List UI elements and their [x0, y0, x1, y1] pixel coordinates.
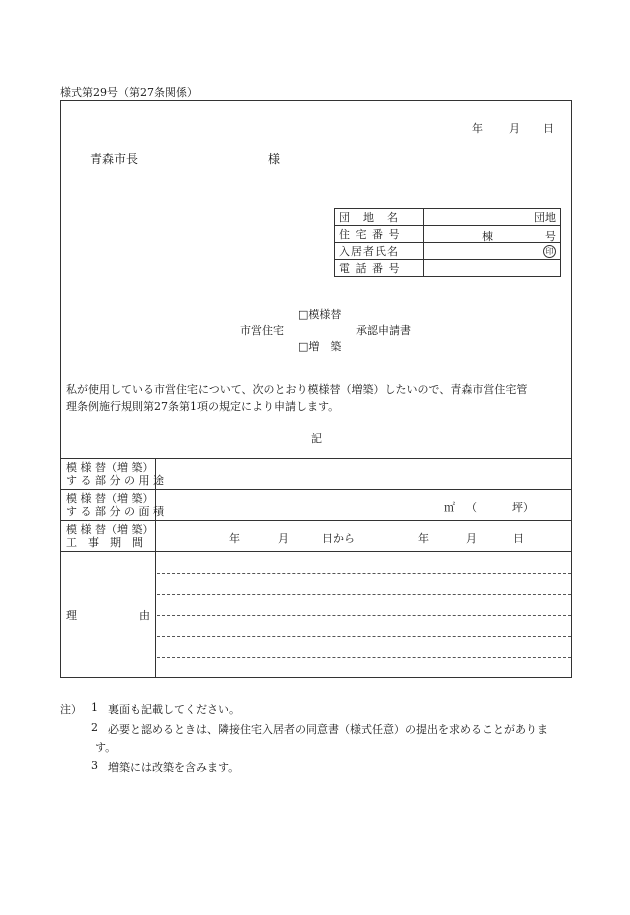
reason-label-left: 理: [66, 609, 77, 622]
note-1-text: 裏面も記載してください。: [108, 703, 240, 716]
note-3-text: 増築には改築を含みます。: [108, 761, 240, 774]
period-end-day: 日: [513, 532, 524, 545]
period-start-day: 日から: [322, 532, 355, 545]
reason-label-right: 由: [139, 609, 150, 622]
date-month-label: 月: [509, 122, 520, 135]
reason-line[interactable]: [157, 615, 571, 616]
period-label: [66, 523, 154, 549]
table-row: [335, 260, 561, 277]
estate-suffix: 団地: [534, 211, 556, 224]
use-label-line2: す る 部 分 の 用 途: [66, 474, 164, 487]
unit-suffix: 号: [545, 230, 556, 243]
estate-name-field[interactable]: [424, 209, 561, 226]
reason-line[interactable]: [157, 657, 571, 658]
reason-line[interactable]: [157, 573, 571, 574]
addressee-title: 青森市長: [90, 152, 139, 166]
period-start-year: 年: [229, 532, 240, 545]
note-2-text: 必要と認めるときは、隣接住宅入居者の同意書（様式任意）の提出を求めることがありま: [108, 723, 548, 736]
table-row: [335, 226, 561, 243]
area-label: [66, 492, 164, 518]
table-divider: [60, 551, 572, 552]
option-extension-checkbox[interactable]: □増 築: [298, 340, 342, 353]
ki-heading: 記: [311, 432, 322, 445]
period-end-month: 月: [466, 532, 477, 545]
use-field[interactable]: [157, 460, 570, 488]
option-renovation-checkbox[interactable]: □模様替: [298, 308, 342, 321]
note-2-number: 2: [91, 721, 98, 734]
application-statement-line2: 理条例施行規則第27条第1項の規定により申請します。: [66, 400, 340, 413]
addressee-honorific: 様: [268, 152, 281, 166]
area-paren-open: （: [466, 501, 477, 514]
form-number: 様式第29号（第27条関係）: [60, 86, 198, 99]
house-number-field[interactable]: [424, 226, 561, 243]
resident-name-field[interactable]: [424, 243, 561, 260]
table-row: [335, 209, 561, 226]
area-unit-tsubo: 坪）: [512, 501, 534, 514]
table-row: [335, 243, 561, 260]
note-3-number: 3: [91, 759, 98, 772]
note-2-text-cont: す。: [95, 741, 117, 754]
title-prefix: 市営住宅: [240, 324, 284, 337]
period-label-line2: 工 事 期 間: [66, 536, 143, 549]
table-divider: [60, 489, 572, 490]
period-start-month: 月: [278, 532, 289, 545]
use-label-line1: 模 様 替（増 築）: [66, 461, 154, 474]
period-label-line1: 模 様 替（増 築）: [66, 523, 154, 536]
table-column-divider: [155, 458, 156, 678]
phone-number-field[interactable]: [424, 260, 561, 277]
date-day-label: 日: [543, 122, 554, 135]
notes-prefix: 注）: [60, 703, 82, 716]
reason-line[interactable]: [157, 594, 571, 595]
phone-number-label: 電 話 番 号: [335, 260, 424, 277]
resident-name-label: 入居者氏名: [335, 243, 424, 260]
date-year-label: 年: [472, 122, 483, 135]
applicant-info-table: [334, 208, 561, 277]
area-label-line1: 模 様 替（増 築）: [66, 492, 154, 505]
area-unit-m2: ㎡: [444, 501, 455, 514]
period-end-year: 年: [418, 532, 429, 545]
building-suffix: 棟: [482, 230, 493, 243]
application-statement-line1: 私が使用している市営住宅について、次のとおり模様替（増築）したいので、青森市営住宅管: [66, 383, 528, 396]
table-divider: [60, 458, 572, 459]
seal-mark: 印: [543, 245, 556, 258]
area-label-line2: す る 部 分 の 面 積: [66, 505, 164, 518]
title-suffix: 承認申請書: [356, 324, 411, 337]
note-1-number: 1: [91, 701, 98, 714]
table-divider: [60, 520, 572, 521]
use-label: [66, 461, 164, 487]
reason-line[interactable]: [157, 636, 571, 637]
estate-name-label: 団 地 名: [335, 209, 424, 226]
house-number-label: 住 宅 番 号: [335, 226, 424, 243]
